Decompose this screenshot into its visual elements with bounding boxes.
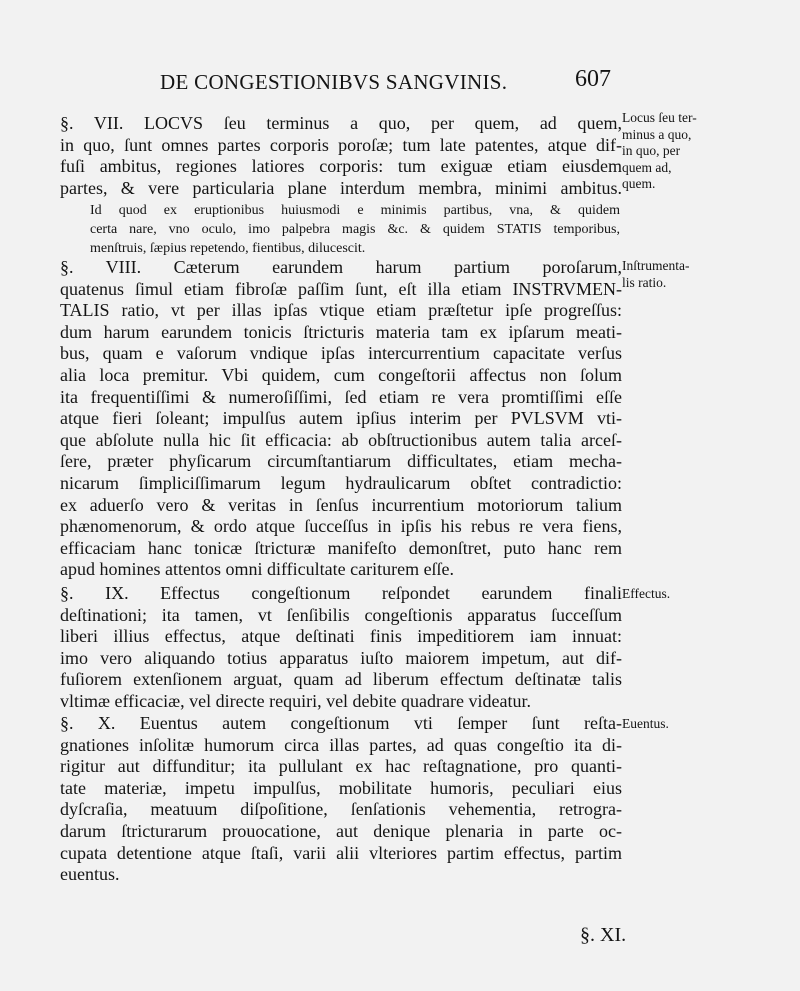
text-line: fuſiorem extenſionem arguat, quam ad liberum effectum deſtinatæ talis xyxy=(60,669,622,690)
text-line: cupata detentione atque ſtaſi, varii alii vlteriores partim effectus, partim xyxy=(60,842,622,863)
text-line: rigitur aut diffunditur; ita pullulant ex hac reſtagnatione, pro quanti- xyxy=(60,756,622,777)
text-line: ex aduerſo vero & veritas in ſenſus incurrentium motoriorum talium xyxy=(60,494,622,515)
note-line: certa nare, vno oculo, imo palpebra magis &c. & quidem STATIS temporibus, xyxy=(90,222,620,237)
page-number: 607 xyxy=(575,66,611,92)
text-line: gnationes inſolitæ humorum circa illas partes, ad quas congeſtio ita di- xyxy=(60,734,622,755)
marginal-line: quem. xyxy=(622,176,656,191)
text-line: tate materiæ, impetu impulſus, mobilitate humoris, peculiari eius xyxy=(60,777,622,798)
text-line: liberi illius effectus, atque deſtinati finis impeditiorem iam innuat: xyxy=(60,626,622,647)
running-head: DE CONGESTIONIBVS SANGVINIS. xyxy=(160,70,508,94)
text-line: imo vero aliquando totius apparatus iuſto maiorem impetum, aut dif- xyxy=(60,647,622,668)
text-line: dyſcraſia, meatuum diſpoſitione, ſenſationis vehementia, retrogra- xyxy=(60,799,622,820)
text-line: que abſolute nulla hic ſit efficacia: ab obſtructionibus autem talia arceſ- xyxy=(60,429,622,450)
text-line: phænomenorum, & ordo atque ſucceſſus in ipſis his rebus re vera fiens, xyxy=(60,516,622,537)
marginal-note-locus xyxy=(622,110,697,193)
text-line: ita frequentiſſimi & numeroſiſſimi, ſed etiam re vera promtiſſimi eſſe xyxy=(60,386,622,407)
note-line: menſtruis, ſæpius repetendo, fientibus, dilucescit. xyxy=(90,241,366,256)
section-x xyxy=(60,713,622,886)
marginal-note-euentus xyxy=(622,716,669,733)
text-line: deſtinationi; ita tamen, vt ſenſibilis congeſtionis apparatus ſucceſſum xyxy=(60,604,622,625)
text-line: §. X. Euentus autem congeſtionum vti ſemper ſunt reſta- xyxy=(60,713,622,733)
text-line: in quo, ſunt omnes partes corporis poroſæ; tum late patentes, atque dif- xyxy=(60,134,622,155)
marginal-line: minus a quo, xyxy=(622,126,692,142)
section-vii-note xyxy=(90,201,620,258)
section-vii xyxy=(60,113,622,199)
section-ix xyxy=(60,583,622,713)
marginal-line: Locus ſeu ter- xyxy=(622,110,697,125)
text-line: bus, quam e vaſorum vndique ipſas intercurrentium capacitate verſus xyxy=(60,343,622,364)
marginal-line: Inſtrumenta- xyxy=(622,258,690,273)
text-line: §. VIII. Cæterum earundem harum partium poroſarum, xyxy=(60,257,622,277)
text-line: euentus. xyxy=(60,864,120,885)
text-line: vltimæ efficaciæ, vel directe requiri, vel debite quadrare videatur. xyxy=(60,690,531,711)
text-line: ſere, præter phyſicarum circumſtantiarum difficultates, etiam mecha- xyxy=(60,451,622,472)
marginal-note-effectus xyxy=(622,586,670,603)
marginal-line: Euentus. xyxy=(622,716,669,731)
text-line: quatenus ſimul etiam fibroſæ paſſim ſunt, eſt illa etiam INSTRVMEN- xyxy=(60,278,622,299)
text-line: atque fieri ſoleant; impulſus autem ipſius interim per PVLSVM vti- xyxy=(60,408,622,429)
text-line: §. IX. Effectus congeſtionum reſpondet earundem finali xyxy=(60,583,622,603)
text-line: TALIS ratio, vt per illas ipſas vtique etiam præſtetur ipſe progreſſus: xyxy=(60,300,622,321)
text-line: partes, & vere particularia plane interdum membra, minimi ambitus. xyxy=(60,177,622,198)
marginal-note-instrumentalis xyxy=(622,258,689,291)
text-line: dum harum earundem tonicis ſtricturis materia tam ex ipſarum meati- xyxy=(60,321,622,342)
text-line: darum ſtricturarum prouocatione, aut denique plenaria in parte oc- xyxy=(60,820,622,841)
text-line: nicarum ſimpliciſſimarum legum hydraulicarum obſtet contradictio: xyxy=(60,472,622,493)
text-line: fuſi ambitus, regiones latiores corporis: tum exiguæ etiam eiusdem xyxy=(60,156,622,176)
text-line: alia loca premitur. Vbi quidem, cum congeſtorii affectus non ſolum xyxy=(60,364,622,385)
catchword: §. XI. xyxy=(580,924,627,946)
marginal-line: in quo, per xyxy=(622,143,681,158)
text-line: efficaciam hanc tonicæ ſtricturæ manifeſto demonſtret, puto hanc rem xyxy=(60,537,622,558)
text-line: §. VII. LOCVS ſeu terminus a quo, per quem, ad quem, xyxy=(60,113,622,133)
note-line: Id quod ex eruptionibus huiusmodi e minimis partibus, vna, & quidem xyxy=(90,203,620,218)
marginal-line: lis ratio. xyxy=(622,274,667,290)
section-viii xyxy=(60,257,622,581)
text-line: apud homines attentos omni difficultate cariturem eſſe. xyxy=(60,559,455,580)
marginal-line: quem ad, xyxy=(622,159,672,175)
marginal-line: Effectus. xyxy=(622,586,671,601)
